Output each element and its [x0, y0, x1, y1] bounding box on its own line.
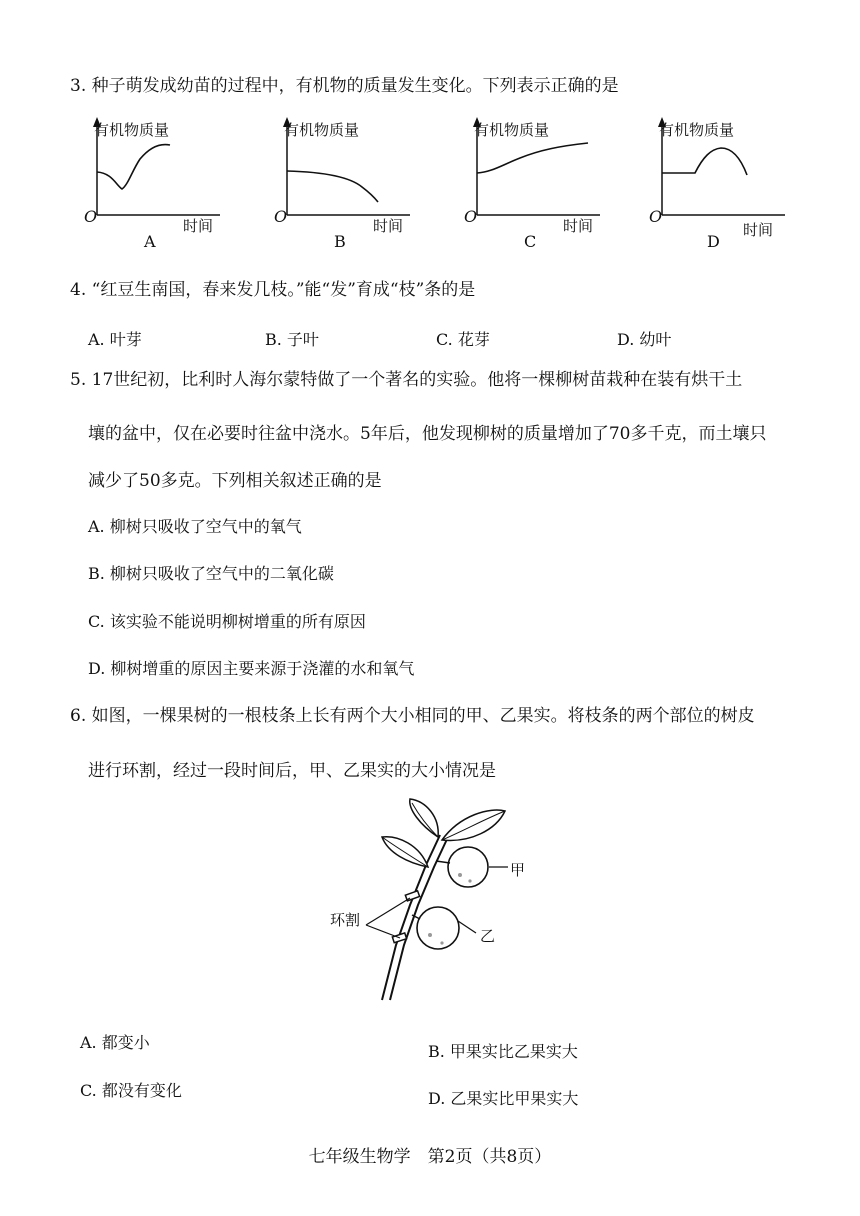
graph-a-xlabel: 时间 [183, 217, 214, 235]
graph-c-ylabel: 有机物质量 [474, 121, 550, 139]
leaf-top [410, 799, 438, 837]
graph-c-letter: C [524, 232, 537, 251]
graph-c-origin: O [464, 207, 478, 226]
q6-option-b[interactable]: B. 甲果实比乙果实大 [428, 1042, 578, 1061]
fruit-jia-spot-2 [468, 879, 471, 882]
graph-a-letter: A [144, 232, 156, 251]
graph-b-curve [287, 171, 378, 202]
page-footer: 七年级生物学 第2页（共8页） [308, 1147, 552, 1167]
q6-option-d[interactable]: D. 乙果实比甲果实大 [428, 1089, 579, 1108]
question-6-line-2: 进行环割，经过一段时间后，甲、乙果实的大小情况是 [88, 761, 496, 781]
girdle-pointer-lower [366, 925, 400, 938]
question-5-line-1: 5. 17世纪初，比利时人海尔蒙特做了一个著名的实验。他将一棵柳树苗栽种在装有烘干土 [70, 370, 743, 390]
label-huange: 环割 [330, 911, 361, 929]
question-3-stem: 3. 种子萌发成幼苗的过程中，有机物的质量发生变化。下列表示正确的是 [70, 76, 619, 96]
graph-d-letter: D [707, 232, 720, 251]
branch-figure [300, 795, 560, 1014]
fruit-yi-pointer [458, 921, 476, 933]
graph-b-origin: O [274, 207, 288, 226]
graph-b-ylabel: 有机物质量 [284, 121, 360, 139]
fruit-yi [417, 907, 459, 949]
graph-a-ylabel: 有机物质量 [94, 121, 170, 139]
fruit-yi-spot-2 [440, 941, 443, 944]
q5-option-d[interactable]: D. 柳树增重的原因主要来源于浇灌的水和氧气 [88, 659, 415, 678]
fruit-jia-stalk [436, 861, 450, 863]
question-4-stem: 4. “红豆生南国，春来发几枝。”能“发”育成“枝”条的是 [70, 280, 476, 300]
q6-option-a[interactable]: A. 都变小 [80, 1033, 150, 1052]
graph-a-curve [97, 145, 170, 189]
q5-option-c[interactable]: C. 该实验不能说明柳树增重的所有原因 [88, 612, 366, 631]
fruit-yi-spot [428, 933, 432, 937]
q4-option-d[interactable]: D. 幼叶 [617, 330, 672, 349]
question-5-line-2: 壤的盆中，仅在必要时往盆中浇水。5年后，他发现柳树的质量增加了70多千克，而土壤只 [88, 424, 767, 444]
q6-option-c[interactable]: C. 都没有变化 [80, 1081, 182, 1100]
graph-a-origin: O [84, 207, 98, 226]
question-5-line-3: 减少了50多克。下列相关叙述正确的是 [88, 471, 382, 491]
branch-drawing [300, 795, 560, 1010]
q4-option-c[interactable]: C. 花芽 [436, 330, 490, 349]
question-6-line-1: 6. 如图，一棵果树的一根枝条上长有两个大小相同的甲、乙果实。将枝条的两个部位的树皮 [70, 706, 755, 726]
q4-option-a[interactable]: A. 叶芽 [88, 330, 142, 349]
fruit-jia [448, 847, 488, 887]
graph-c-curve [477, 143, 588, 173]
graph-b [270, 115, 420, 251]
graph-b-xlabel: 时间 [373, 217, 404, 235]
q5-option-a[interactable]: A. 柳树只吸收了空气中的氧气 [88, 517, 302, 536]
graph-d-curve [662, 148, 747, 175]
label-jia: 甲 [510, 861, 526, 879]
graph-c [460, 115, 610, 251]
graph-c-xlabel: 时间 [563, 217, 594, 235]
q4-option-b[interactable]: B. 子叶 [265, 330, 319, 349]
graph-d-xlabel: 时间 [743, 221, 774, 239]
graph-a [80, 115, 230, 251]
graph-b-letter: B [334, 232, 346, 251]
q5-option-b[interactable]: B. 柳树只吸收了空气中的二氧化碳 [88, 564, 334, 583]
label-yi: 乙 [480, 927, 496, 945]
fruit-jia-spot [458, 873, 462, 877]
graph-d-origin: O [649, 207, 663, 226]
graph-d-ylabel: 有机物质量 [659, 121, 735, 139]
graph-d [645, 115, 795, 251]
